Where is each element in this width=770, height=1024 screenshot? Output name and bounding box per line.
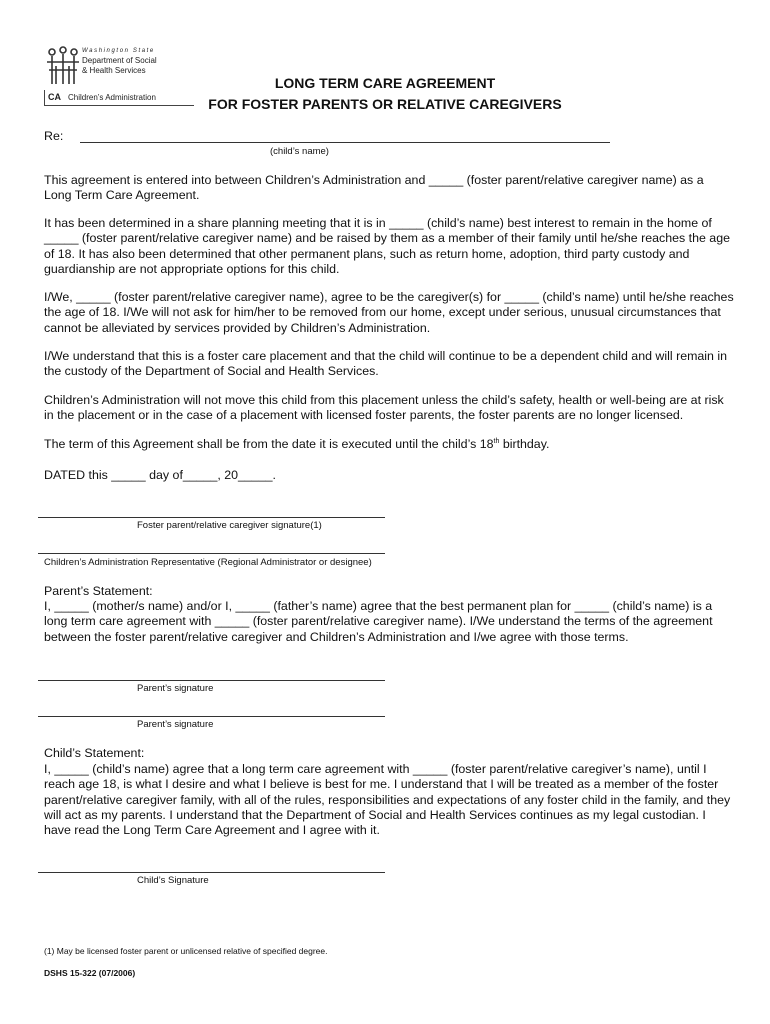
dated-line: DATED this _____ day of_____, 20_____. xyxy=(44,468,276,482)
child-statement-heading: Child’s Statement: xyxy=(44,746,145,760)
paragraph-placement: I/We understand that this is a foster care placement and that the child will continue to be a dependent child and will remain in the custody of the Department of Social and Health Services. xyxy=(44,349,728,379)
footnote: (1) May be licensed foster parent or unlicensed relative of specified degree. xyxy=(44,946,328,956)
parent-statement-text: I, _____ (mother/s name) and/or I, _____ (father’s name) agree that the best permanent plan for _____ (child’s name) is a long term care agreement with _____ (foster parent/relative caregiver name). I/We understand the terms of the agreement between the foster parent/relative caregiver and Children’s Administration and I/we agree with those terms. xyxy=(44,599,713,644)
child-name-line[interactable] xyxy=(80,142,610,143)
paragraph-determination: It has been determined in a share planning meeting that it is in _____ (child’s name) best interest to remain in the home of _____ (foster parent/relative caregiver name) and be raised by them as a member of their family until he/she reaches the age of 18. It has also been determined that other permanent plans, such as return home, adoption, third party custody and guardianship are not appropriate options for this child. xyxy=(44,216,730,276)
re-label: Re: xyxy=(44,129,64,143)
logo-ca-mark: CA xyxy=(48,92,61,102)
term-text: The term of this Agreement shall be from the date it is executed until the child’s 18 xyxy=(44,437,494,451)
child-statement-text: I, _____ (child’s name) agree that a long term care agreement with _____ (foster parent/relative caregiver’s name), until I reach age 18, is what I desire and what I believe is best for me. I understand that I will be treated as a member of the foster parent/relative caregiver family, with all of the rules, responsibilities and expectations of any foster child in the family, and they will act as my parents. I understand that the Department of Social and Health Services continues as my legal custodian. I have read the Long Term Care Agreement and I agree with it. xyxy=(44,762,731,838)
parent-statement-heading: Parent’s Statement: xyxy=(44,584,153,598)
parent-signature-line-1[interactable] xyxy=(38,680,385,681)
parent-signature-caption-1: Parent’s signature xyxy=(137,683,214,694)
logo-ca-text: Children’s Administration xyxy=(68,93,156,102)
logo-state: Washington State xyxy=(82,48,155,54)
title-line1: LONG TERM CARE AGREEMENT xyxy=(274,75,496,91)
child-name-caption: (child’s name) xyxy=(270,146,329,157)
foster-signature-caption: Foster parent/relative caregiver signature(1) xyxy=(137,520,322,531)
ca-rep-signature-line[interactable] xyxy=(38,553,385,554)
child-signature-line[interactable] xyxy=(38,872,385,873)
child-signature-caption: Child’s Signature xyxy=(137,875,209,886)
term-superscript: th xyxy=(493,437,500,445)
logo-dept-line2: & Health Services xyxy=(82,66,146,75)
parent-signature-caption-2: Parent’s signature xyxy=(137,719,214,730)
paragraph-agreement: This agreement is entered into between Children’s Administration and _____ (foster parent/relative caregiver name) as a Long Term Care Agreement. xyxy=(44,173,704,203)
ca-rep-signature-caption: Children’s Administration Representative (Regional Administrator or designee) xyxy=(44,557,372,568)
parent-signature-line-2[interactable] xyxy=(38,716,385,717)
paragraph-caregiver: I/We, _____ (foster parent/relative caregiver name), agree to be the caregiver(s) for _____ (child’s name) until he/she reaches the age of 18. I/We will not ask for him/her to be removed from our home, except under serious, unusual circumstances that cannot be alleviated by services provided by Children’s Administration. xyxy=(44,290,734,335)
logo-dept-line1: Department of Social xyxy=(82,56,157,65)
form-id: DSHS 15-322 (07/2006) xyxy=(44,968,136,978)
paragraph-term xyxy=(44,437,734,452)
term-text-end: birthday. xyxy=(499,437,550,451)
paragraph-move-policy: Children’s Administration will not move this child from this placement unless the child’s safety, health or well-being are at risk in the placement or in the case of a placement with licensed foster parents, the foster parents are no longer licensed. xyxy=(44,393,724,423)
title-line2: FOR FOSTER PARENTS OR RELATIVE CAREGIVERS xyxy=(208,96,562,112)
foster-signature-line[interactable] xyxy=(38,517,385,518)
